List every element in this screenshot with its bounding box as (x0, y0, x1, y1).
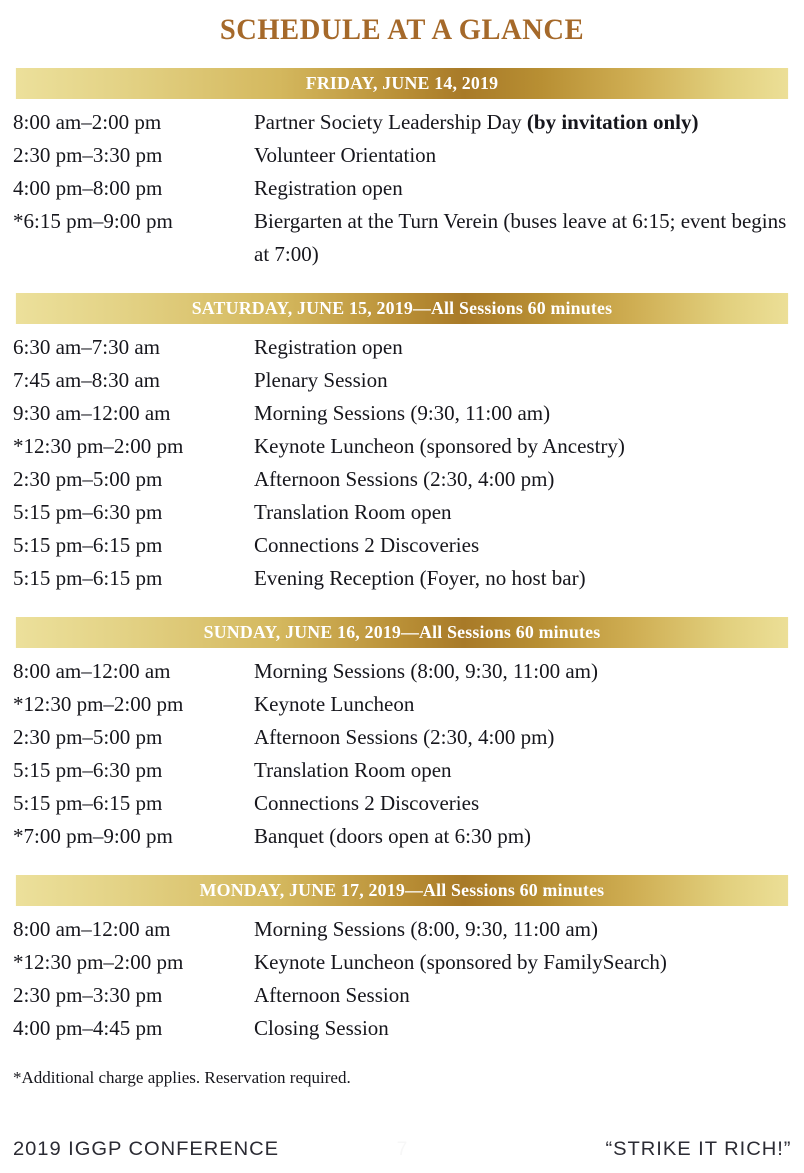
row-description: Morning Sessions (8:00, 9:30, 11:00 am) (254, 658, 598, 683)
row-time: *6:15 pm–9:00 pm (13, 208, 173, 233)
day-header-date: SUNDAY, JUNE 16, 2019 (203, 621, 402, 642)
row-description: Biergarten at the Turn Verein (buses leave at 6:15; event begins at 7:00) (254, 208, 787, 266)
table-row (12, 430, 792, 463)
row-description: Morning Sessions (8:00, 9:30, 11:00 am) (254, 916, 598, 941)
row-time: 2:30 pm–5:00 pm (13, 724, 163, 749)
schedule-sections (12, 68, 792, 1045)
page-title: SCHEDULE AT A GLANCE (219, 13, 585, 46)
table-row (12, 397, 792, 430)
row-time: 5:15 pm–6:30 pm (13, 757, 163, 782)
row-description: Afternoon Session (254, 982, 410, 1007)
footer-left-text: 2019 IGGP CONFERENCE (13, 1139, 280, 1160)
row-time: 8:00 am–12:00 am (13, 658, 171, 683)
day-section-sunday (12, 617, 792, 853)
row-time: 2:30 pm–3:30 pm (13, 142, 163, 167)
row-time: *12:30 pm–2:00 pm (13, 691, 184, 716)
day-rows (12, 99, 792, 271)
row-description-emphasis: (by invitation only) (526, 109, 699, 134)
day-header-bar-friday (16, 68, 788, 99)
row-time: 5:15 pm–6:15 pm (13, 790, 163, 815)
row-time: 2:30 pm–3:30 pm (13, 982, 163, 1007)
row-description: Morning Sessions (9:30, 11:00 am) (254, 400, 551, 425)
table-row (12, 1012, 792, 1045)
row-description: Translation Room open (254, 499, 452, 524)
table-row (12, 688, 792, 721)
row-description: Partner Society Leadership Day (by invitation only) (254, 109, 699, 134)
row-time: *7:00 pm–9:00 pm (13, 823, 173, 848)
table-row (12, 979, 792, 1012)
row-description: Translation Room open (254, 757, 452, 782)
table-row (12, 721, 792, 754)
table-row (12, 787, 792, 820)
row-time: 6:30 am–7:30 am (13, 334, 160, 359)
row-time: 5:15 pm–6:15 pm (13, 565, 163, 590)
day-header-date: FRIDAY, JUNE 14, 2019 (305, 72, 499, 93)
day-header-date: MONDAY, JUNE 17, 2019 (199, 879, 405, 900)
day-section-saturday (12, 293, 792, 595)
footnote: *Additional charge applies. Reservation required. (13, 1067, 351, 1087)
table-row (12, 205, 792, 271)
row-time: 2:30 pm–5:00 pm (13, 466, 163, 491)
page-number: 7 (396, 1139, 408, 1160)
row-time: 5:15 pm–6:15 pm (13, 532, 163, 557)
day-header-note: —All Sessions 60 minutes (412, 297, 613, 318)
day-header-bar-sunday (16, 617, 788, 648)
table-row (12, 463, 792, 496)
row-description: Volunteer Orientation (254, 142, 437, 167)
day-section-monday (12, 875, 792, 1045)
row-description: Afternoon Sessions (2:30, 4:00 pm) (254, 466, 555, 491)
table-row (12, 820, 792, 853)
day-header-date: SATURDAY, JUNE 15, 2019 (191, 297, 413, 318)
table-row (12, 172, 792, 205)
row-description: Plenary Session (254, 367, 388, 392)
row-description: Closing Session (254, 1015, 389, 1040)
table-row (12, 529, 792, 562)
table-row (12, 106, 792, 139)
day-rows (12, 906, 792, 1045)
row-description: Registration open (254, 175, 403, 200)
row-description: Registration open (254, 334, 403, 359)
footer-right-text: “STRIKE IT RICH!” (605, 1139, 791, 1160)
table-row (12, 754, 792, 787)
table-row (12, 496, 792, 529)
day-rows (12, 648, 792, 853)
row-description: Connections 2 Discoveries (254, 790, 480, 815)
row-description: Afternoon Sessions (2:30, 4:00 pm) (254, 724, 555, 749)
row-time: 5:15 pm–6:30 pm (13, 499, 163, 524)
row-time: *12:30 pm–2:00 pm (13, 949, 184, 974)
day-section-friday (12, 68, 792, 271)
row-time: 4:00 pm–4:45 pm (13, 1015, 163, 1040)
day-header-bar-monday (16, 875, 788, 906)
table-row (12, 655, 792, 688)
table-row (12, 946, 792, 979)
page-footer (12, 1137, 792, 1163)
table-row (12, 562, 792, 595)
row-description: Evening Reception (Foyer, no host bar) (254, 565, 586, 590)
table-row (12, 139, 792, 172)
row-description: Keynote Luncheon (sponsored by FamilySearch) (254, 949, 667, 974)
day-header-note: —All Sessions 60 minutes (404, 879, 605, 900)
row-description: Keynote Luncheon (254, 691, 415, 716)
row-time: 7:45 am–8:30 am (13, 367, 160, 392)
day-header-bar-saturday (16, 293, 788, 324)
row-description: Banquet (doors open at 6:30 pm) (254, 823, 532, 848)
table-row (12, 331, 792, 364)
row-time: 4:00 pm–8:00 pm (13, 175, 163, 200)
table-row (12, 364, 792, 397)
day-header-note: —All Sessions 60 minutes (401, 621, 601, 642)
row-description: Connections 2 Discoveries (254, 532, 480, 557)
table-row (12, 913, 792, 946)
row-time: *12:30 pm–2:00 pm (13, 433, 184, 458)
row-description: Keynote Luncheon (sponsored by Ancestry) (254, 433, 625, 458)
day-rows (12, 324, 792, 595)
row-time: 9:30 am–12:00 am (13, 400, 171, 425)
row-time: 8:00 am–12:00 am (13, 916, 171, 941)
row-time: 8:00 am–2:00 pm (13, 109, 162, 134)
